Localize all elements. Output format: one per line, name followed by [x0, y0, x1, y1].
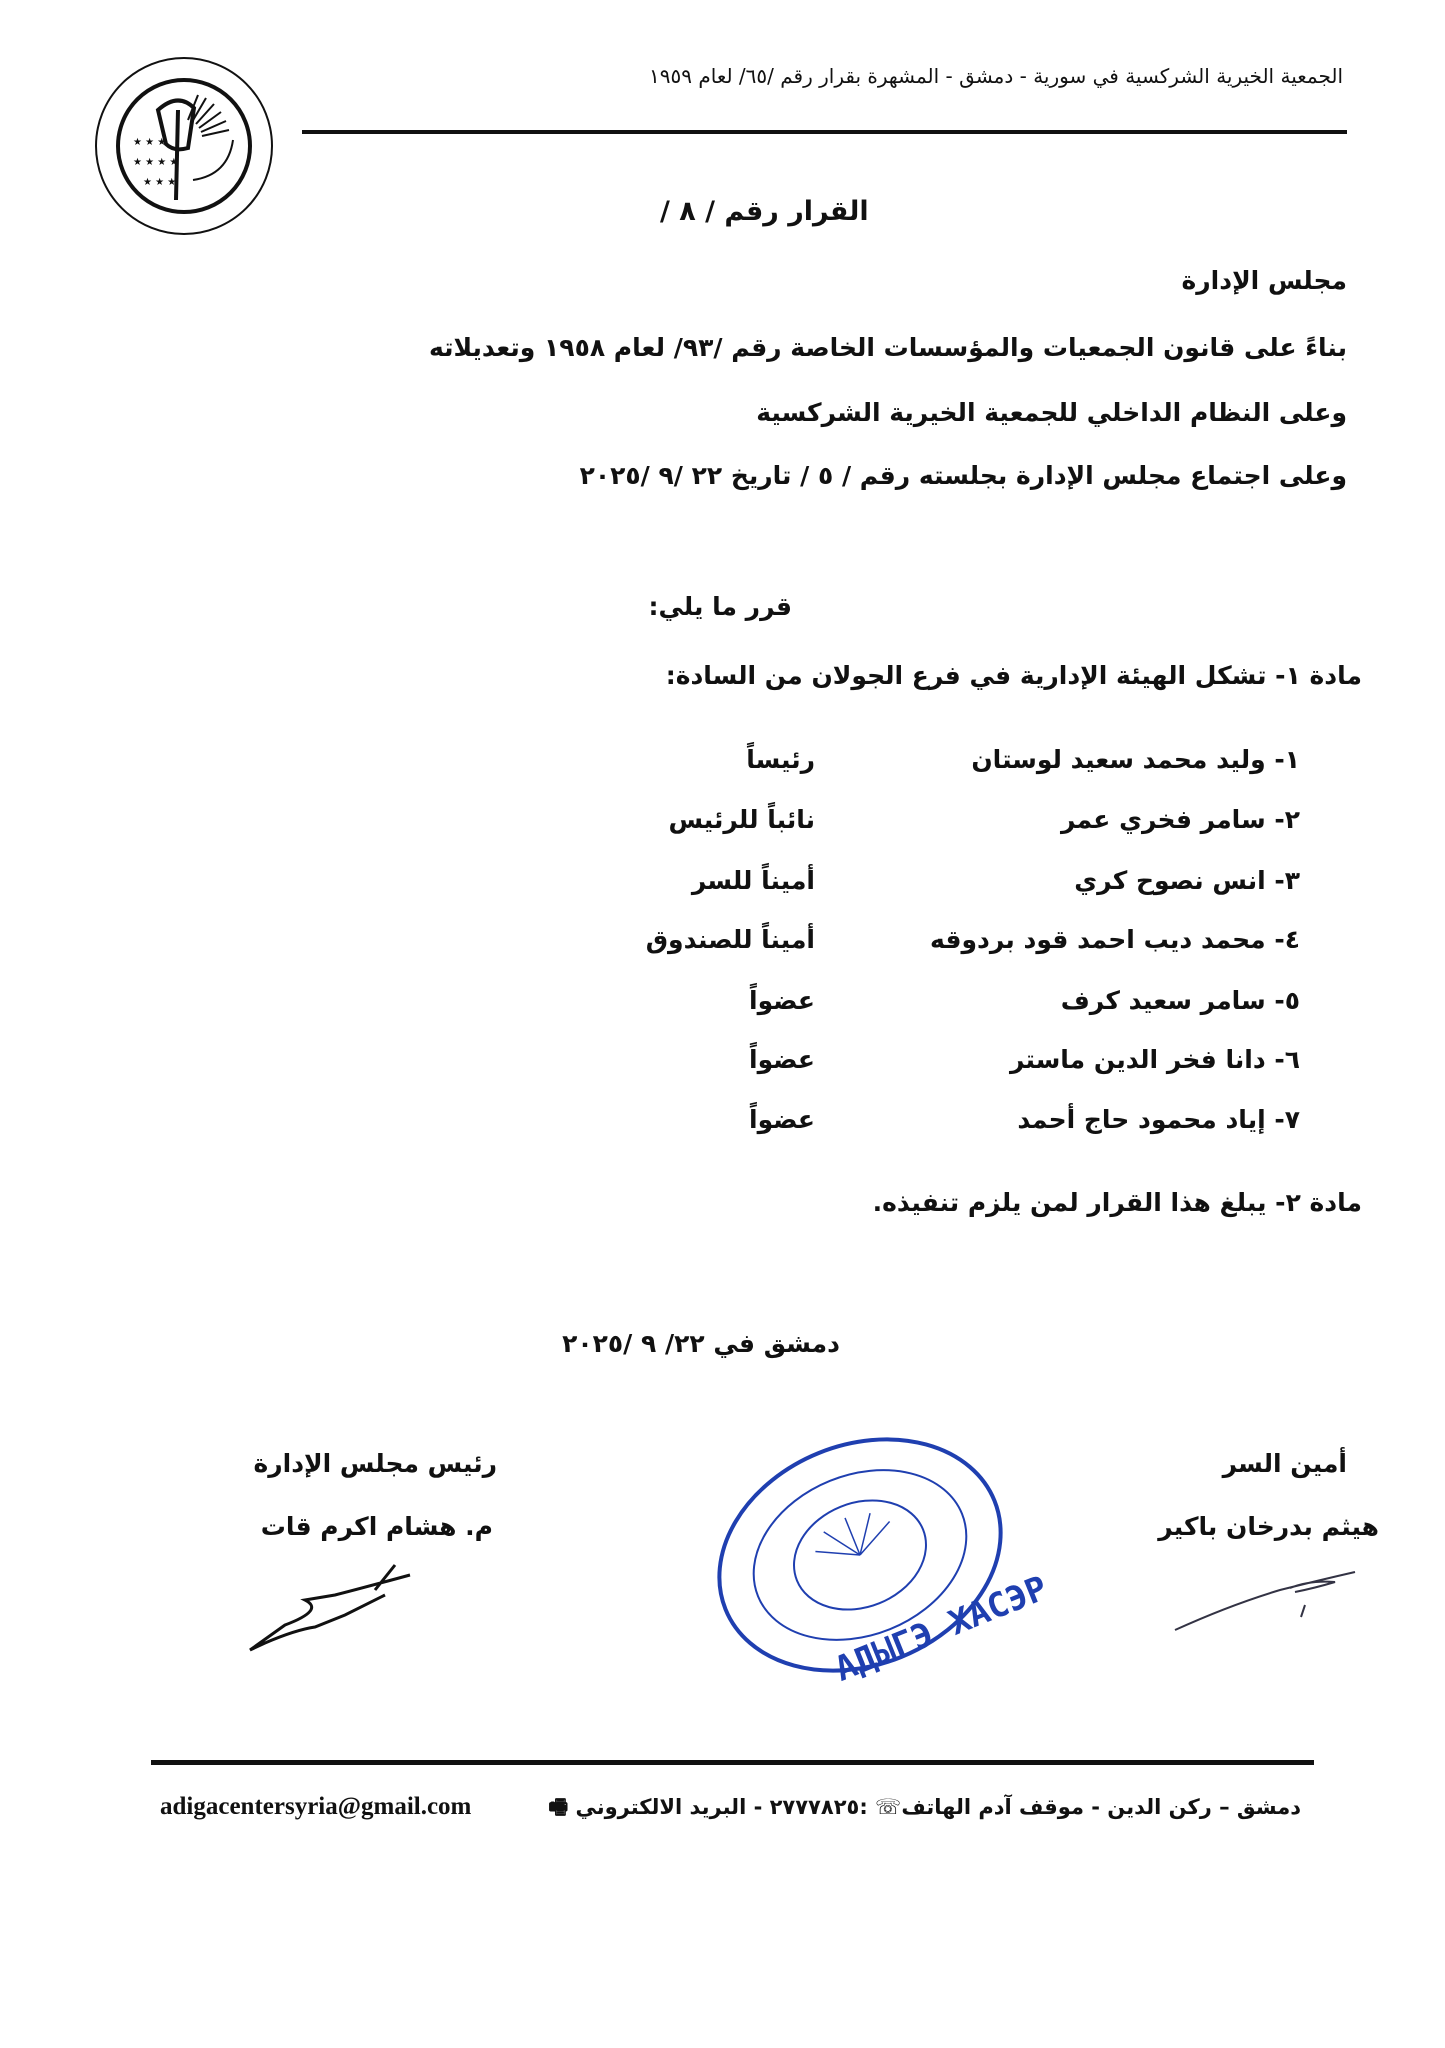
decided-label: قرر ما يلي: [648, 592, 792, 621]
svg-text:★ ★ ★: ★ ★ ★ [143, 177, 177, 188]
chair-name: م. هشام اكرم قات [260, 1512, 493, 1541]
secretary-name: هيثم بدرخان باكير [1158, 1512, 1379, 1541]
place-date: دمشق في ٢٢/ ٩ /٢٠٢٥ [562, 1329, 840, 1358]
preamble-line: وعلى اجتماع مجلس الإدارة بجلسته رقم / ٥ / تاريخ ٢٢ /٩ /٢٠٢٥ [579, 461, 1347, 490]
member-name: ٥- سامر سعيد كرف [1060, 986, 1300, 1015]
issuer: مجلس الإدارة [1181, 266, 1347, 295]
preamble-line: وعلى النظام الداخلي للجمعية الخيرية الشركسية [756, 398, 1347, 427]
header-rule [302, 130, 1347, 134]
member-name: ١- وليد محمد سعيد لوستان [971, 745, 1300, 774]
organization-logo [88, 50, 280, 242]
article-1: مادة ١- تشكل الهيئة الإدارية في فرع الجولان من السادة: [665, 661, 1362, 690]
member-role: عضواً [749, 986, 815, 1015]
footer-rule [151, 1760, 1314, 1765]
secretary-signature [1170, 1560, 1360, 1635]
article-2: مادة ٢- يبلغ هذا القرار لمن يلزم تنفيذه. [872, 1188, 1362, 1217]
member-role: عضواً [749, 1105, 815, 1134]
svg-text:★ ★ ★ ★: ★ ★ ★ ★ [133, 157, 179, 168]
organization-stamp [700, 1420, 1054, 1690]
member-name: ٧- إياد محمود حاج أحمد [1017, 1105, 1300, 1134]
letterhead-org-line: الجمعية الخيرية الشركسية في سورية - دمشق - المشهرة بقرار رقم /٦٥/ لعام ١٩٥٩ [649, 64, 1343, 88]
member-name: ٤- محمد ديب احمد قود بردوقه [929, 925, 1300, 954]
member-role: أميناً للسر [691, 866, 815, 895]
member-name: ٢- سامر فخري عمر [1061, 805, 1300, 834]
chair-title: رئيس مجلس الإدارة [253, 1449, 497, 1478]
member-role: عضواً [749, 1045, 815, 1074]
secretary-title: أمين السر [1222, 1449, 1347, 1478]
member-role: أميناً للصندوق [645, 925, 815, 954]
svg-text:★ ★ ★: ★ ★ ★ [133, 137, 167, 148]
svg-text:АДЫГЭ ХАСЭР: АДЫГЭ ХАСЭР [829, 1568, 1054, 1690]
member-name: ٣- انس نصوح كري [1074, 866, 1300, 895]
member-name: ٦- دانا فخر الدين ماستر [1009, 1045, 1300, 1074]
footer-email[interactable]: adigacentersyria@gmail.com [160, 1793, 472, 1820]
footer-address: دمشق – ركن الدين - موقف آدم الهاتف☏ :٢٧٧٧٨٢٥ - البريد الالكتروني 🖷 [548, 1795, 1301, 1819]
chair-signature [245, 1555, 415, 1655]
preamble-line: بناءً على قانون الجمعيات والمؤسسات الخاصة رقم /٩٣/ لعام ١٩٥٨ وتعديلاته [428, 333, 1347, 362]
member-role: رئيساً [746, 745, 815, 774]
member-role: نائباً للرئيس [668, 805, 815, 834]
decision-title: القرار رقم / ٨ / [660, 196, 869, 227]
